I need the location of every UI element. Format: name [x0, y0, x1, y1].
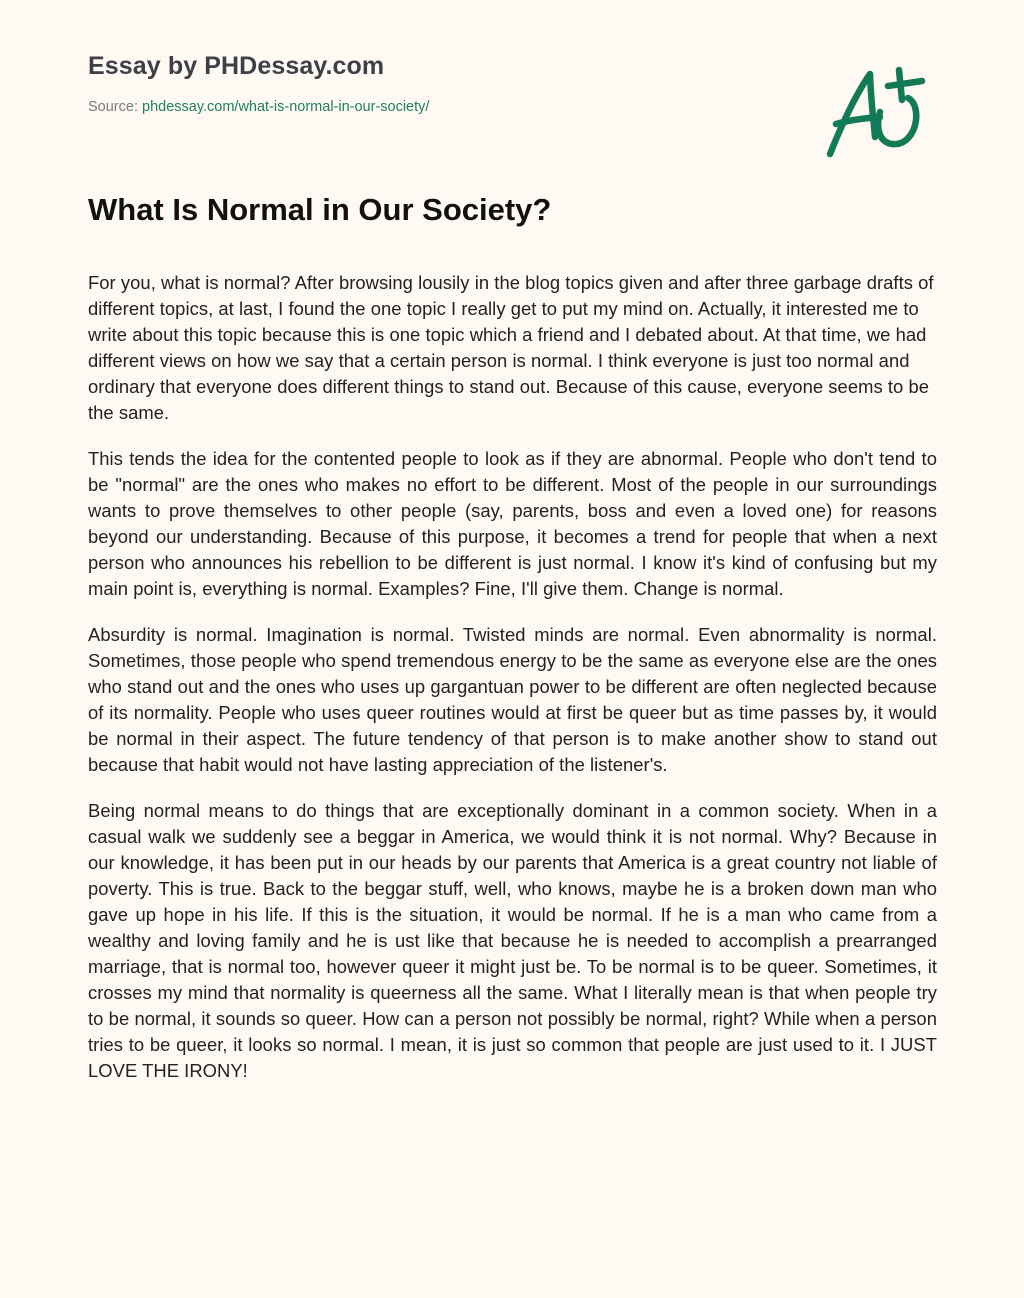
- essay-title: What Is Normal in Our Society?: [88, 192, 552, 227]
- source-link[interactable]: phdessay.com/what-is-normal-in-our-society/: [142, 99, 430, 115]
- a-plus-grade-icon: [822, 62, 932, 162]
- source-line: [88, 98, 788, 116]
- essay-body: [88, 270, 937, 1104]
- brand-title: Essay by PHDessay.com: [88, 52, 385, 80]
- essay-paragraph: For you, what is normal? After browsing lousily in the blog topics given and after three garbage drafts of different topics, at last, I found the one topic I really get to put my mind on. Actually, it interested me to write about this topic because this is one topic which a friend and I debated about. At that time, we had different views on how we say that a certain person is normal. I think everyone is just too normal and ordinary that everyone does different things to stand out. Because of this cause, everyone seems to be the same.: [88, 272, 934, 423]
- essay-paragraph: This tends the idea for the contented people to look as if they are abnormal. People who don't tend to be "normal" are the ones who makes no effort to be different. Most of the people in our surroundings wants to prove themselves to other people (say, parents, boss and even a loved one) for reasons beyond our understanding. Because of this purpose, it becomes a trend for people that when a next person who announces his rebellion to be different is just normal. I know it's kind of confusing but my main point is, everything is normal. Examples? Fine, I'll give them. Change is normal.: [88, 448, 937, 599]
- essay-paragraph: Absurdity is normal. Imagination is normal. Twisted minds are normal. Even abnormality is normal. Sometimes, those people who spend tremendous energy to be the same as everyone else are the ones who stand out and the ones who uses up gargantuan power to be different are often neglected because of its normality. People who uses queer routines would at first be queer but as time passes by, it would be normal in their aspect. The future tendency of that person is to make another show to stand out because that habit would not have lasting appreciation of the listener's.: [88, 624, 937, 775]
- essay-paragraph: Being normal means to do things that are exceptionally dominant in a common society. When in a casual walk we suddenly see a beggar in America, we would think it is not normal. Why? Because in our knowledge, it has been put in our heads by our parents that America is a great country not liable of poverty. This is true. Back to the beggar stuff, well, who knows, maybe he is a broken down man who gave up hope in his life. If this is the situation, it would be normal. If he is a man who came from a wealthy and loving family and he is ust like that because he is needed to accomplish a prearranged marriage, that is normal too, however queer it might just be. To be normal is to be queer. Sometimes, it crosses my mind that normality is queerness all the same. What I literally mean is that when people try to be normal, it sounds so queer. How can a person not possibly be normal, right? While when a person tries to be queer, it looks so normal. I mean, it is just so common that people are just used to it. I JUST LOVE THE IRONY!: [88, 800, 937, 1081]
- site-header: [88, 48, 788, 116]
- source-label: Source:: [88, 99, 138, 115]
